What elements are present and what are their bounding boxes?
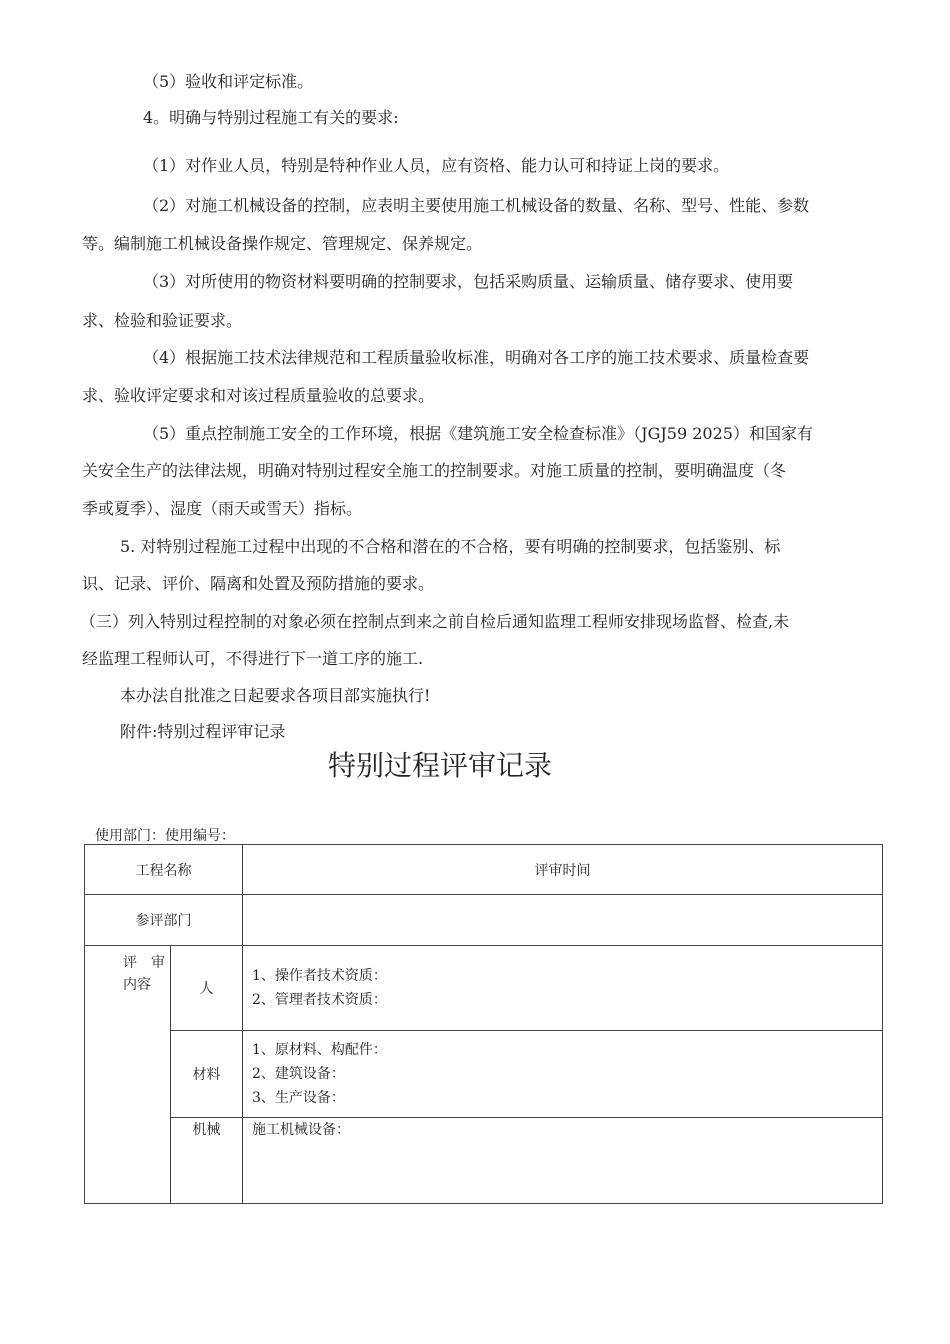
paragraph-requirement-2-line2: 等。编制施工机械设备操作规定、管理规定、保养规定。 bbox=[82, 234, 483, 253]
review-content-label: 评 审内容 bbox=[85, 946, 171, 1204]
paragraph-requirement-5-line1: （5）重点控制施工安全的工作环境，根据《建筑施工安全检查标准》（JGJ59 2025）和国家有 bbox=[143, 424, 813, 443]
paragraph-acceptance-standard: （5）验收和评定标准。 bbox=[143, 72, 314, 91]
people-item-2: 2、管理者技术资质： bbox=[252, 992, 387, 1008]
paragraph-requirement-5-line3: 季或夏季）、湿度（雨天或雪天）指标。 bbox=[82, 499, 363, 518]
departments-label: 参评部门 bbox=[85, 895, 243, 946]
people-item-1: 1、操作者技术资质： bbox=[252, 968, 387, 984]
material-item-2: 2、建筑设备： bbox=[252, 1066, 345, 1082]
material-label: 材料 bbox=[171, 1031, 243, 1118]
project-name-label: 工程名称 bbox=[85, 845, 243, 895]
material-item-3: 3、生产设备： bbox=[252, 1090, 345, 1106]
table-row bbox=[85, 1031, 883, 1118]
paragraph-section-3-line2: 经监理工程师认可，不得进行下一道工序的施工. bbox=[82, 649, 424, 668]
paragraph-requirement-2-line1: （2）对施工机械设备的控制，应表明主要使用施工机械设备的数量、名称、型号、性能、参数 bbox=[143, 196, 810, 215]
paragraph-requirement-4-line1: （4）根据施工技术法律规范和工程质量验收标准，明确对各工序的施工技术要求、质量检查要 bbox=[143, 348, 810, 367]
table-row bbox=[85, 1118, 883, 1204]
people-label: 人 bbox=[171, 946, 243, 1031]
paragraph-effective-notice: 本办法自批准之日起要求各项目部实施执行! bbox=[120, 686, 431, 705]
paragraph-section-3-line1: （三）列入特别过程控制的对象必须在控制点到来之前自检后通知监理工程师安排现场监督、检查,未 bbox=[80, 612, 790, 631]
departments-value bbox=[243, 895, 883, 946]
paragraph-requirement-1: （1）对作业人员，特别是特种作业人员，应有资格、能力认可和持证上岗的要求。 bbox=[143, 156, 730, 175]
table-row bbox=[85, 895, 883, 946]
form-title: 特别过程评审记录 bbox=[327, 749, 552, 782]
paragraph-section-4-heading: 4。明确与特别过程施工有关的要求: bbox=[143, 108, 399, 127]
paragraph-requirement-5-line2: 关安全生产的法律法规，明确对特别过程安全施工的控制要求。对施工质量的控制，要明确温度（冬 bbox=[82, 461, 787, 480]
material-cell bbox=[243, 1031, 883, 1118]
machine-cell bbox=[243, 1118, 883, 1204]
paragraph-section-5-line2: 识、记录、评价、隔离和处置及预防措施的要求。 bbox=[82, 574, 435, 593]
paragraph-requirement-3-line2: 求、检验和验证要求。 bbox=[82, 311, 243, 330]
form-meta: 使用部门：使用编号： bbox=[95, 828, 235, 844]
review-record-table bbox=[84, 844, 883, 1204]
review-time-label: 评审时间 bbox=[243, 845, 883, 895]
table-row bbox=[85, 946, 883, 1031]
paragraph-section-5-line1: 5. 对特别过程施工过程中出现的不合格和潜在的不合格，要有明确的控制要求，包括鉴别、标 bbox=[120, 537, 781, 556]
material-item-1: 1、原材料、构配件： bbox=[252, 1042, 387, 1058]
machine-label: 机械 bbox=[171, 1118, 243, 1204]
machine-item-1: 施工机械设备： bbox=[252, 1122, 350, 1138]
paragraph-attachment: 附件:特别过程评审记录 bbox=[120, 722, 286, 741]
paragraph-requirement-4-line2: 求、验收评定要求和对该过程质量验收的总要求。 bbox=[82, 386, 435, 405]
table-row bbox=[85, 845, 883, 895]
people-cell bbox=[243, 946, 883, 1031]
paragraph-requirement-3-line1: （3）对所使用的物资材料要明确的控制要求，包括采购质量、运输质量、储存要求、使用要 bbox=[143, 272, 794, 291]
